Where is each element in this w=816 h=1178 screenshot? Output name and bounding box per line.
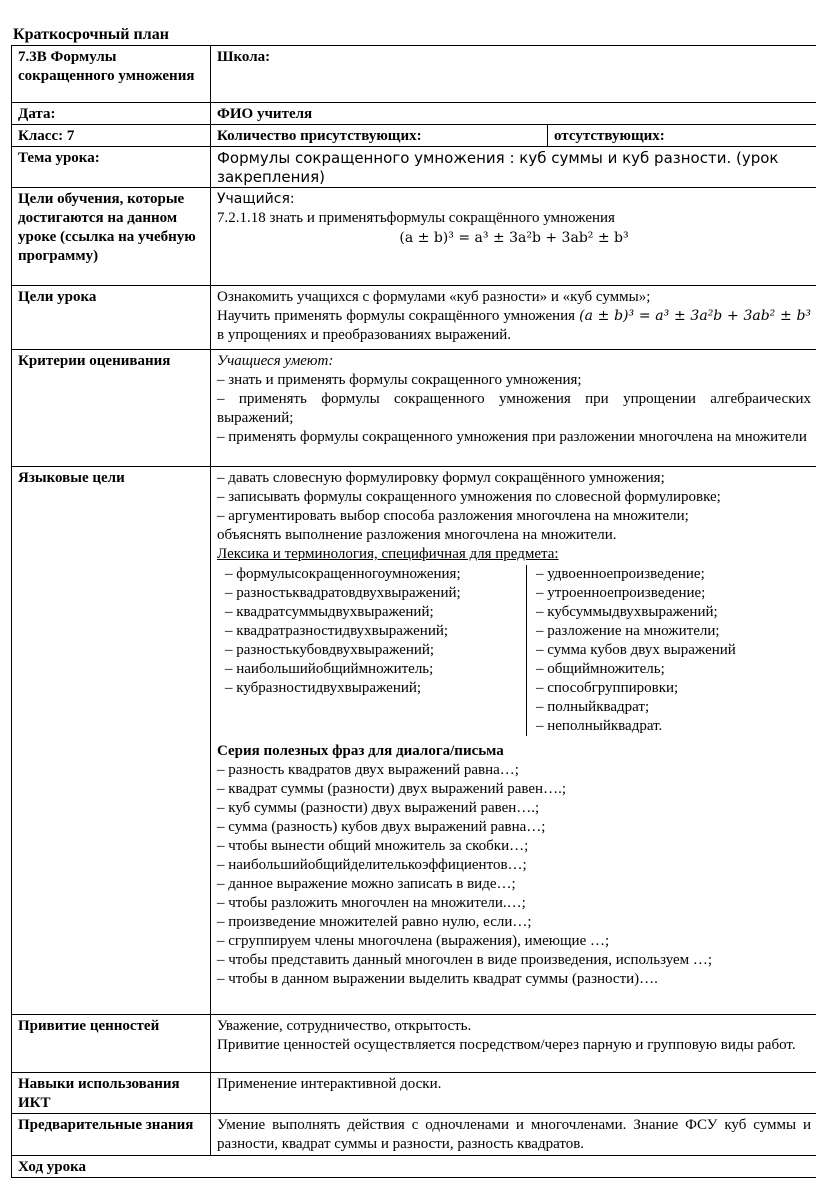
criteria-item: – знать и применять формулы сокращенного умножения;: [217, 371, 811, 390]
learning-goals-intro: Учащийся:: [217, 190, 811, 209]
vocab-term: – кубсуммыдвухвыражений;: [536, 603, 736, 622]
row-criteria: [12, 350, 816, 467]
lesson-goals-label: Цели урока: [12, 286, 211, 350]
lesson-goals-content: [211, 286, 816, 350]
language-goals-content: [211, 467, 816, 1015]
row-values: [12, 1015, 816, 1073]
values-content: [211, 1015, 816, 1073]
values-line2: Привитие ценностей осуществляется посредством/через парную и групповую виды работ.: [217, 1036, 811, 1055]
topic-code-cell: 7.3В Формулы сокращенного умножения: [12, 46, 211, 103]
phrase-item: – произведение множителей равно нулю, если…;: [217, 913, 811, 932]
criteria-item: – применять формулы сокращенного умножения при разложении многочлена на множители: [217, 428, 811, 447]
document-title: Краткосрочный план: [13, 26, 169, 44]
ict-value: Применение интерактивной доски.: [211, 1073, 816, 1114]
language-goals-label: Языковые цели: [12, 467, 211, 1015]
vocab-term: – способгруппировки;: [536, 679, 736, 698]
criteria-label: Критерии оценивания: [12, 350, 211, 467]
lesson-plan-table: [11, 45, 816, 1178]
prior-knowledge-value: Умение выполнять действия с одночленами и многочленами. Знание ФСУ куб суммы и разности, квадрат суммы и разности, разность квадратов.: [211, 1114, 816, 1156]
vocab-table: [225, 565, 811, 736]
criteria-content: [211, 350, 816, 467]
vocab-term: – квадратсуммыдвухвыражений;: [225, 603, 526, 622]
vocab-term: – удвоенноепроизведение;: [536, 565, 736, 584]
row-learning-goals: [12, 188, 816, 286]
row-lesson-goals: [12, 286, 816, 350]
vocab-term: – квадратразностидвухвыражений;: [225, 622, 526, 641]
vocab-term: – общиймножитель;: [536, 660, 736, 679]
language-goal-item: – записывать формулы сокращенного умножения по словесной формулировке;: [217, 488, 811, 507]
phrases-heading: Серия полезных фраз для диалога/письма: [217, 742, 811, 761]
lesson-goals-formula: (a ± b)³ = a³ ± 3a²b + 3ab² ± b³: [579, 308, 811, 324]
phrase-item: – сумма (разность) кубов двух выражений равна…;: [217, 818, 811, 837]
vocab-column-1: [225, 565, 527, 736]
learning-goals-item: 7.2.1.18 знать и применятьформулы сокращённого умножения: [217, 209, 811, 228]
learning-goals-content: [211, 188, 816, 286]
vocab-term: – полныйквадрат;: [536, 698, 736, 717]
vocab-heading: Лексика и терминология, специфичная для предмета:: [217, 545, 811, 564]
lesson-goals-line2-text: Научить применять формулы сокращённого умножения: [217, 308, 575, 324]
criteria-item: – применять формулы сокращенного умножения при упрощении алгебраических выражений;: [217, 390, 811, 428]
vocab-term: – наибольшийобщиймножитель;: [225, 660, 526, 679]
topic-label: Тема урока:: [12, 147, 211, 188]
absent-cell: отсутствующих:: [548, 125, 816, 147]
present-cell: Количество присутствующих:: [211, 125, 548, 147]
values-line1: Уважение, сотрудничество, открытость.: [217, 1017, 811, 1036]
prior-knowledge-label: Предварительные знания: [12, 1114, 211, 1156]
row-lesson-flow: [12, 1156, 816, 1178]
row-prior-knowledge: [12, 1114, 816, 1156]
vocab-term: – разложение на множители;: [536, 622, 736, 641]
row-language-goals: [12, 467, 816, 1015]
lesson-goals-line1: Ознакомить учащихся с формулами «куб разности» и «куб суммы»;: [217, 288, 811, 307]
lesson-goals-line2-end: в упрощениях и преобразованиях выражений.: [217, 327, 511, 343]
topic-value: [211, 147, 816, 188]
school-cell: Школа:: [211, 46, 816, 103]
row-date: [12, 103, 816, 125]
vocab-column-2: [527, 565, 736, 736]
teacher-cell: ФИО учителя: [211, 103, 816, 125]
vocab-term: – неполныйквадрат.: [536, 717, 736, 736]
phrase-item: – данное выражение можно записать в виде…;: [217, 875, 811, 894]
phrase-item: – чтобы в данном выражении выделить квадрат суммы (разности)….: [217, 970, 811, 989]
lesson-goals-line2: [217, 307, 811, 345]
phrase-item: – чтобы представить данный многочлен в виде произведения, используем …;: [217, 951, 811, 970]
vocab-term: – кубразностидвухвыражений;: [225, 679, 526, 698]
phrase-item: – сгруппируем члены многочлена (выражения), имеющие …;: [217, 932, 811, 951]
phrase-item: – наибольшийобщийделителькоэффициентов…;: [217, 856, 811, 875]
learning-goals-label: Цели обучения, которые достигаются на данном уроке (ссылка на учебную программу): [12, 188, 211, 286]
values-label: Привитие ценностей: [12, 1015, 211, 1073]
row-topic-code: [12, 46, 816, 103]
phrase-item: – разность квадратов двух выражений равна…;: [217, 761, 811, 780]
language-goal-item: – давать словесную формулировку формул сокращённого умножения;: [217, 469, 811, 488]
language-goal-item: – аргументировать выбор способа разложения многочлена на множители;: [217, 507, 811, 526]
lesson-flow-label: Ход урока: [12, 1156, 816, 1178]
row-topic: [12, 147, 816, 188]
vocab-term: – сумма кубов двух выражений: [536, 641, 736, 660]
vocab-term: – разностьквадратовдвухвыражений;: [225, 584, 526, 603]
topic-text: Формулы сокращенного умножения : куб суммы и куб разности. (урок закрепления): [217, 149, 779, 186]
vocab-term: – разностькубовдвухвыражений;: [225, 641, 526, 660]
row-ict: [12, 1073, 816, 1114]
vocab-term: – формулысокращенногоумножения;: [225, 565, 526, 584]
ict-label: Навыки использования ИКТ: [12, 1073, 211, 1114]
phrase-item: – квадрат суммы (разности) двух выражений равен….;: [217, 780, 811, 799]
criteria-intro: Учащиеся умеют:: [217, 352, 811, 371]
date-cell: Дата:: [12, 103, 211, 125]
phrase-item: – куб суммы (разности) двух выражений равен….;: [217, 799, 811, 818]
class-cell: Класс: 7: [12, 125, 211, 147]
phrase-item: – чтобы вынести общий множитель за скобки…;: [217, 837, 811, 856]
learning-goals-formula: (a ± b)³ = a³ ± 3a²b + 3ab² ± b³: [217, 228, 811, 248]
phrase-item: – чтобы разложить многочлен на множители.…;: [217, 894, 811, 913]
vocab-term: – утроенноепроизведение;: [536, 584, 736, 603]
language-goal-item: объяснять выполнение разложения многочлена на множители.: [217, 526, 811, 545]
row-class: [12, 125, 816, 147]
